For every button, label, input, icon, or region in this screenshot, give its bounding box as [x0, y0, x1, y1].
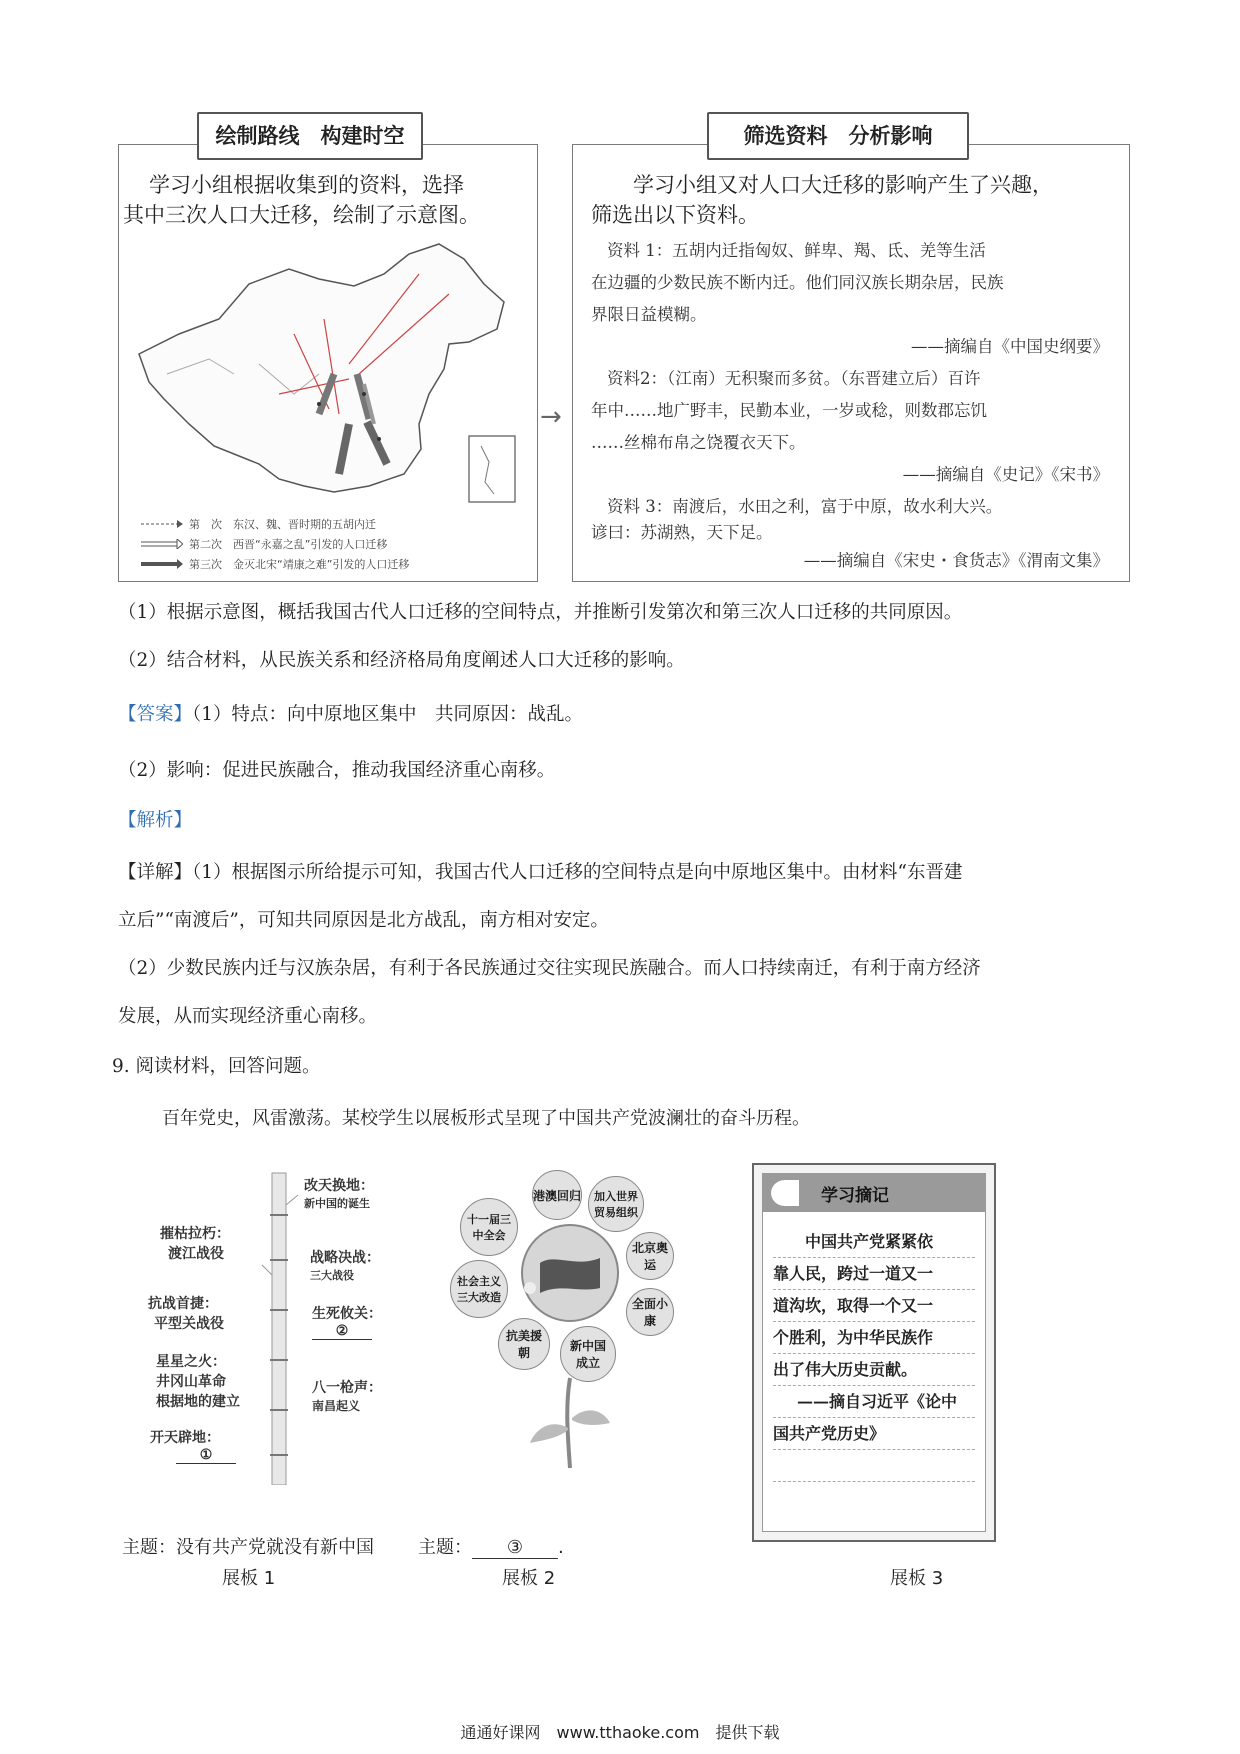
board3-header: 学习摘记	[763, 1174, 985, 1212]
board1-theme: 主题：没有共产党就没有新中国	[122, 1537, 374, 1558]
petal-hk-macau: 港澳回归	[532, 1170, 582, 1220]
detail-label: 【详解】	[118, 862, 193, 883]
board-2	[440, 1168, 700, 1478]
map-intro-line2: 其中三次人口大迁移，绘制了示意图。	[123, 203, 480, 227]
map-panel-tab: 绘制路线 构建时空	[197, 112, 423, 160]
board1-item-4: 开天辟地： ①	[150, 1427, 236, 1464]
map-panel	[118, 123, 538, 582]
material3-line2: 谚曰：苏湖熟，天下足。	[591, 523, 773, 542]
question-1: （1）根据示意图，概括我国古代人口迁移的空间特点，并推断引发第次和第三次人口迁移的共同原因。	[118, 602, 963, 623]
detail-line4: 发展，从而实现经济重心南移。	[118, 1006, 378, 1027]
material1-source: ——摘编自《中国史纲要》	[911, 337, 1109, 356]
material3-source: ——摘编自《宋史・食货志》《渭南文集》	[803, 551, 1109, 570]
legend-first: 第 次 东汉、魏、晋时期的五胡内迁	[139, 514, 409, 534]
map-legend	[139, 514, 409, 574]
petal-korea-war: 抗美援朝	[498, 1318, 550, 1370]
material1-line1: 资料 1：五胡内迁指匈奴、鲜卑、羯、氐、羌等生活	[607, 241, 986, 260]
board2-theme: 主题： ③ .	[418, 1537, 564, 1558]
material3-line1: 资料 3：南渡后，水田之利，富于中原，故水利大兴。	[607, 497, 1003, 516]
board-3	[752, 1163, 996, 1542]
board1-caption: 展板 1	[222, 1568, 276, 1589]
material1-line2: 在边疆的少数民族不断内迁。他们同汉族长期杂居，民族	[591, 273, 1004, 292]
petal-wto: 加入世界贸易组织	[588, 1176, 644, 1232]
answer-label: 【答案】	[118, 704, 193, 725]
flow-arrow-icon: →	[540, 402, 562, 432]
question-9-intro: 百年党史，风雷激荡。某校学生以展板形式呈现了中国共产党波澜壮的奋斗历程。	[162, 1108, 810, 1129]
board3-caption: 展板 3	[890, 1568, 944, 1589]
petal-olympics: 北京奥运	[626, 1232, 674, 1280]
analysis-label: 【解析】	[118, 810, 193, 831]
question-2: （2）结合材料，从民族关系和经济格局角度阐述人口大迁移的影响。	[118, 650, 685, 671]
board3-text: 中国共产党紧紧依 靠人民，跨过一道又一 道沟坎，取得一个又一 个胜利，为中华民族作 出了伟大历史贡献。 ——摘自习近平《论中 国共产党历史》	[763, 1212, 985, 1482]
notebook-icon	[771, 1180, 799, 1206]
board1-item-r2: 生死攸关： ②	[312, 1306, 382, 1339]
hollow-arrow-icon	[139, 539, 183, 549]
board1-item-r3: 八一枪声： 南昌起义	[312, 1380, 382, 1413]
answer-line2: （2）影响：促进民族融合，推动我国经济重心南移。	[118, 760, 556, 781]
petal-xiaokang: 全面小康	[626, 1288, 674, 1336]
board1-item-r1: 战略决战： 三大战役	[310, 1250, 380, 1282]
flower-petals	[440, 1168, 700, 1478]
board1-item-1: 抗战首捷： 平型关战役	[148, 1296, 224, 1332]
board1-item-2: 星星之火： 井冈山革命 根据地的建立	[156, 1354, 240, 1410]
answer-line1: 【答案】（1）特点：向中原地区集中 共同原因：战乱。	[118, 704, 584, 725]
material1-line3: 界限日益模糊。	[591, 305, 707, 324]
board1-item-r0: 改天换地： 新中国的诞生	[304, 1178, 374, 1210]
material-intro-line1: 学习小组又对人口大迁移的影响产生了兴趣，	[633, 173, 1053, 197]
material-panel	[572, 123, 1130, 582]
legend-second: 第二次 西晋“永嘉之乱”引发的人口迁移	[139, 534, 409, 554]
board3-inner	[762, 1173, 986, 1532]
petal-socialist-transformation: 社会主义三大改造	[450, 1260, 508, 1318]
detail-line1: 【详解】（1）根据图示所给提示可知，我国古代人口迁移的空间特点是向中原地区集中。由材料“东晋建	[118, 862, 963, 883]
dashed-arrow-icon	[139, 519, 183, 529]
board2-caption: 展板 2	[502, 1568, 556, 1589]
china-migration-map	[119, 224, 537, 514]
petal-third-plenum: 十一届三中全会	[460, 1198, 518, 1256]
material2-line3: ……丝棉布帛之饶覆衣天下。	[591, 433, 806, 452]
material2-source: ——摘编自《史记》《宋书》	[902, 465, 1109, 484]
material2-line1: 资料2：（江南）无积聚而多贫。（东晋建立后）百许	[607, 369, 981, 388]
petal-prc-founded: 新中国成立	[560, 1326, 616, 1382]
detail-line2: 立后”“南渡后”，可知共同原因是北方战乱，南方相对安定。	[118, 910, 609, 931]
page-footer: 通通好课网 www.tthaoke.com 提供下载	[460, 1723, 780, 1742]
map-intro-line1: 学习小组根据收集到的资料，选择	[149, 173, 464, 197]
material-panel-tab: 筛选资料 分析影响	[707, 112, 969, 160]
solid-arrow-icon	[139, 559, 183, 569]
detail-line3: （2）少数民族内迁与汉族杂居，有利于各民族通过交往实现民族融合。而人口持续南迁，有利于南方经济	[118, 958, 981, 979]
material-intro-line2: 筛选出以下资料。	[591, 203, 759, 227]
bamboo-illustration	[260, 1165, 300, 1485]
board-1	[120, 1165, 420, 1495]
material2-line2: 年中……地广野丰，民勤本业，一岁或稔，则数郡忘饥	[591, 401, 987, 420]
question-9-title: 9. 阅读材料，回答问题。	[112, 1056, 321, 1077]
board1-item-0: 摧枯拉朽： 渡江战役	[160, 1226, 230, 1262]
legend-third: 第三次 金灭北宋“靖康之难”引发的人口迁移	[139, 554, 409, 574]
